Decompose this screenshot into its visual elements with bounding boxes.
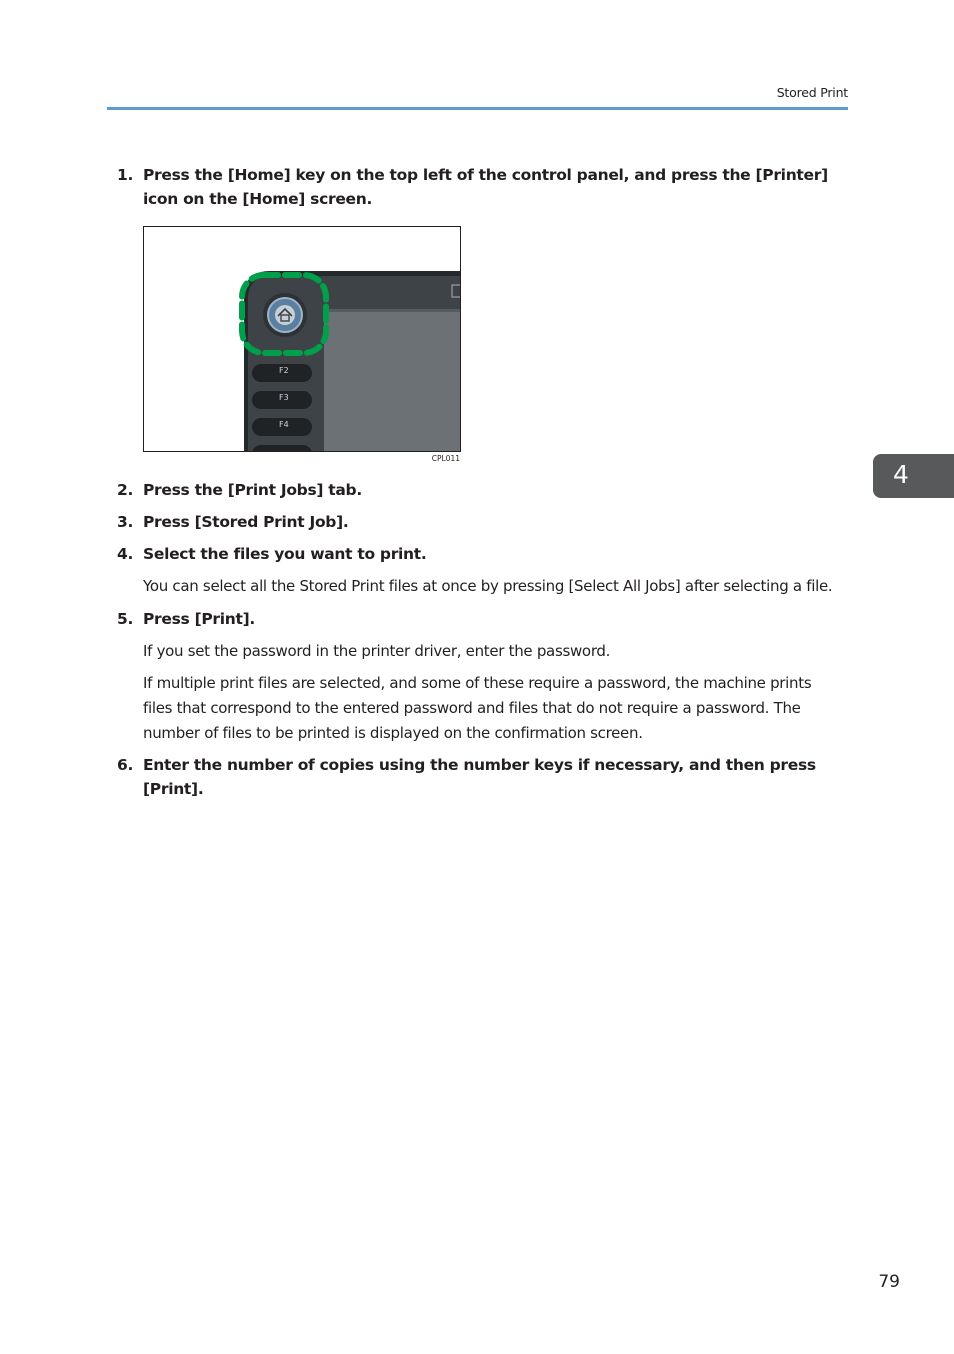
step-4-note: You can select all the Stored Print files at once by pressing [Select All Jobs] after selecting a file. [143, 577, 833, 595]
f4-key-label: F4 [279, 420, 289, 429]
step-text: Press the [Print Jobs] tab. [143, 481, 362, 499]
step-text: Press [Print]. [143, 610, 255, 628]
header-rule [107, 107, 848, 110]
step-6 [117, 753, 832, 801]
chapter-number: 4 [893, 460, 909, 489]
step-1 [117, 163, 832, 211]
step-5 [117, 607, 832, 631]
step-5-note-1: If you set the password in the printer driver, enter the password. [143, 642, 611, 660]
figure-code: CPL011 [431, 454, 460, 463]
step-text: Press the [Home] key on the top left of the control panel, and press the [Printer] icon on the [Home] screen. [143, 166, 828, 208]
f3-key-label: F3 [279, 393, 289, 402]
f2-key-label: F2 [279, 366, 289, 375]
step-2 [117, 478, 832, 502]
step-number: 6. [117, 756, 134, 774]
step-number: 2. [117, 481, 134, 499]
step-number: 4. [117, 545, 134, 563]
step-number: 5. [117, 610, 134, 628]
step-3 [117, 510, 832, 534]
page-number: 79 [878, 1272, 900, 1292]
chapter-tab [873, 454, 954, 498]
step-4 [117, 542, 832, 566]
running-header: Stored Print [776, 85, 848, 100]
step-text: Select the files you want to print. [143, 545, 427, 563]
step-number: 1. [117, 166, 134, 184]
step-text: Press [Stored Print Job]. [143, 513, 349, 531]
control-panel-illustration [143, 226, 461, 452]
step-text: Enter the number of copies using the number keys if necessary, and then press [Print]. [143, 756, 816, 798]
step-number: 3. [117, 513, 134, 531]
step-5-note-2: If multiple print files are selected, and some of these require a password, the machine prints files that correspond to the entered password and files that do not require a password. The number of files to be printed is displayed on the confirmation screen. [143, 674, 812, 742]
